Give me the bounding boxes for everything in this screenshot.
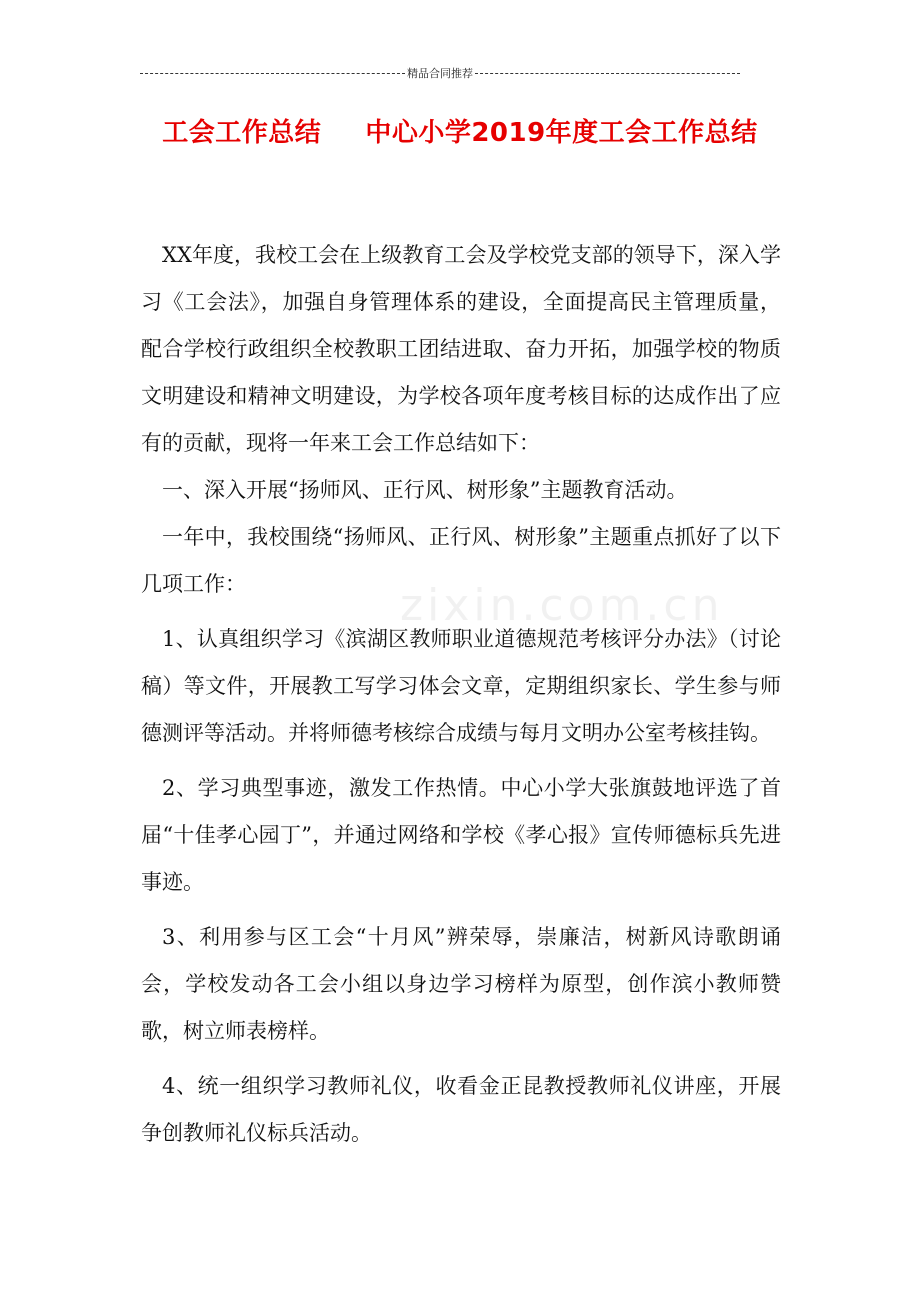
list-item-4: 4、统一组织学习教师礼仪，收看金正昆教授教师礼仪讲座，开展争创教师礼仪标兵活动。 — [141, 1074, 781, 1145]
paragraph-intro: XX年度，我校工会在上级教育工会及学校党支部的领导下，深入学习《工会法》，加强自身管理体系的建设，全面提高民主管理质量，配合学校行政组织全校教职工团结进取、奋力开拓，加强学校的物质文明建设和精神文明建设，为学校各项年度考核目标的达成作出了应有的贡献，现将一年来工会工作总结如下： — [141, 243, 781, 455]
title-left: 工会工作总结 — [162, 118, 322, 148]
title-right: 中心小学2019年度工会工作总结 — [365, 118, 758, 148]
section-heading-1: 一、深入开展“扬师风、正行风、树形象”主题教育活动。 — [162, 478, 688, 502]
list-item-3: 3、利用参与区工会“十月风”辨荣辱，崇廉洁，树新风诗歌朗诵会，学校发动各工会小组以身边学习榜样为原型，创作滨小教师赞歌，树立师表榜样。 — [141, 925, 781, 1043]
page-header — [140, 62, 740, 84]
list-item-1: 1、认真组织学习《滨湖区教师职业道德规范考核评分办法》（讨论稿）等文件，开展教工写学习体会文章，定期组织家长、学生参与师德测评等活动。并将师德考核综合成绩与每月文明办公室考核挂钩。 — [141, 627, 781, 745]
document-body — [141, 232, 781, 1157]
header-dash-left — [140, 73, 405, 74]
document-title — [0, 112, 920, 149]
paragraph-section-intro: 一年中，我校围绕“扬师风、正行风、树形象”主题重点抓好了以下几项工作： — [141, 525, 781, 596]
list-item-2: 2、学习典型事迹，激发工作热情。中心小学大张旗鼓地评选了首届“十佳孝心园丁”，并通过网络和学校《孝心报》宣传师德标兵先进事迹。 — [141, 776, 781, 894]
header-label: 精品合同推荐 — [407, 67, 473, 80]
header-dash-right — [475, 73, 740, 74]
watermark: zixin.com.cn — [400, 580, 724, 631]
